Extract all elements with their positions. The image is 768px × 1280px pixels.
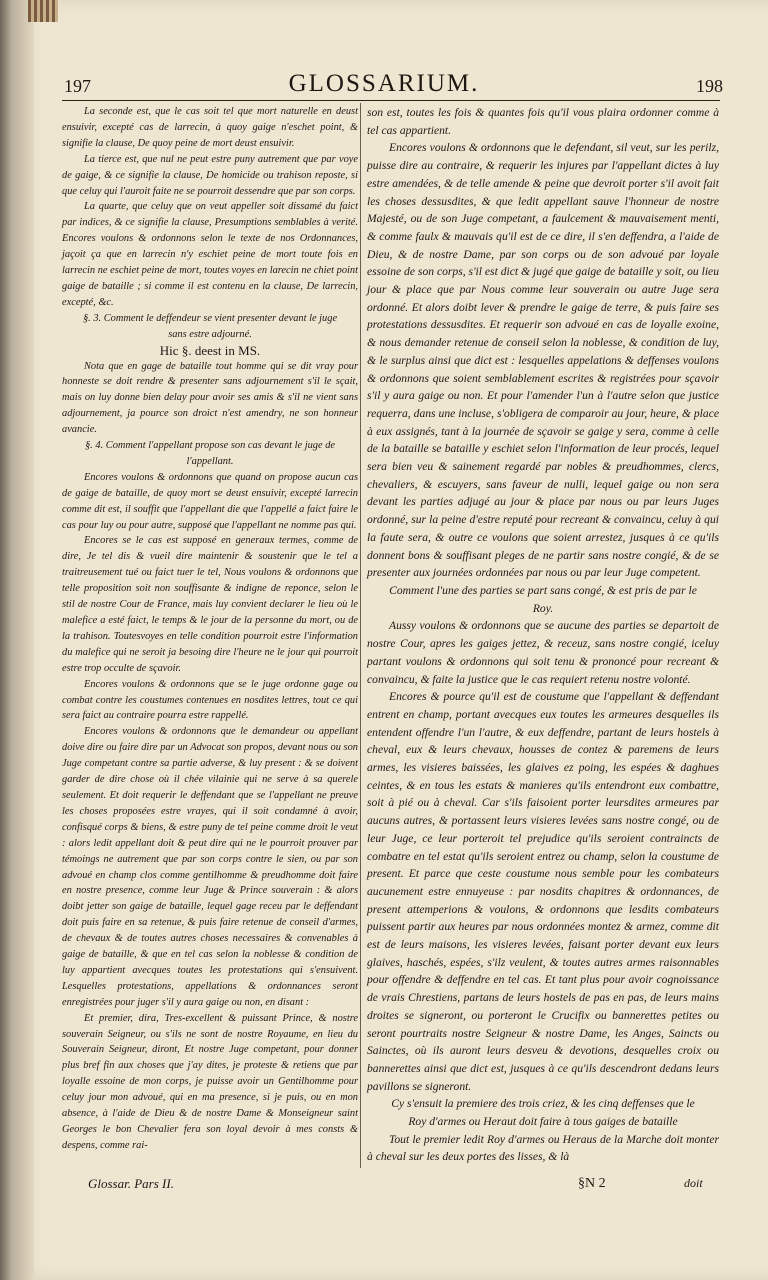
running-header [0, 70, 768, 100]
paragraph: Encores voulons & ordonnons que se le juge ordonne gage ou combat contre les coustumes contenues en nosdites lettres, tout ce qui sera faict au contraire pourra estre rappellé. [62, 678, 358, 722]
paragraph: Encores voulons & ordonnons que quand on propose aucun cas de gaige de bataille, de quoy mort se deust ensuivir, excepté larrecin comme dit est, il souffit que l'appellant die que l'appellé a faict faire le cas pour luy ou pour autre, supposé que l'appellant ne nomme pas qui. [62, 471, 358, 531]
paragraph: Encores & pource qu'il est de coustume que l'appellant & deffendant entrent en champ, portant avecques eux toutes les armeures desquelles ils entendent offendre l'un l'autre, & eux deffendre, partant de leurs hostels à cheval, eux & leurs chevaux, housses de contez & paremens de leurs armes, les visieres baissées, les glaives ez poing, les espées & daghues ceintes, & en tous les estats & manieres qu'ils entendront eux combattre, soit à pié ou à cheval. Car s'ils faisoient porter leursdites armeures par aucuns autres, & portassent leurs visieres levées sans nostre congé, ou de leur Juge, ce leur porteroit tel prejudice qu'ils seroient contraincts de combatre en tel estat qu'ils seroient entrez ou champ, selon la coustume de present. Et parce que ceste coustume nous semble pour les combateurs aucunement estre ennuyeuse : par nosdits chapitres & ordonnances, de present attemperions & voulons, & ordonnons que lesdits combateurs puissent partir aux heures par nous ordonnées montez & armez, comme dit est de leurs maisons, les visieres levées, faisant porter devant eux leurs glaives, haschés, espées, s'ilz veulent, & toutes autres armes raisonnables pour offendre & deffendre en tel cas. Et tant plus pour avoir cognoissance de vrais Chrestiens, partans de leurs hostels de pas en pas, de leurs mains droites se signeront, ou porteront le Crucifix ou bannerettes petites ou seront pourtraits nostre Seigneur & nostre Dame, les Anges, Saincts ou Sainctes, où ils auront leurs desveu & devotions, desquelles croix ou bannerettes ainsi que dict est, jusques à ce qu'ils descendront dedans leurs pavillons se signeront. [367, 690, 719, 1093]
section-heading: Comment l'une des parties se part sans congé, & est pris de par le Roy. [389, 583, 697, 615]
sheet-mark: §N 2 [578, 1176, 606, 1191]
binding-tab [28, 0, 58, 22]
paragraph: son est, toutes les fois & quantes fois qu'il vous plaira ordonner comme à tel cas appartient. [367, 106, 719, 137]
section-note: Hic §. deest in MS. [159, 342, 261, 358]
right-column [367, 104, 719, 1166]
column-divider [360, 103, 361, 1168]
section-heading: §. 3. Comment le deffendeur se vient presenter devant le juge sans estre adjourné. [82, 312, 338, 340]
paragraph: Aussy voulons & ordonnons que se aucune des parties se departoit de nostre Cour, apres les gaiges jettez, & receuz, sans nostre congié, iceluy partant voulons & ordonnons qui soit tenu & prononcé pour recreant & convaincu, & faite la justice que le cas requiert retenu nostre volonté. [367, 619, 719, 686]
catchword: doit [684, 1176, 703, 1190]
left-page-number: 197 [64, 76, 91, 96]
paragraph: Tout le premier ledit Roy d'armes ou Heraus de la Marche doit monter à cheval sur les deux portes des lisses, & là [367, 1132, 719, 1164]
signature-line: Glossar. Pars II. [88, 1176, 174, 1191]
paragraph: Encores voulons & ordonnons que le demandeur ou appellant doive dire ou faire dire par un Advocat son propos, devant nous ou son Juge competant contre sa partie adverse, & luy present : & se doivent garder de dire chose où il chée vilainie qui ne serve à sa querele seulement. Et doit requerir le deffendant que se l'appellant ne preuve les choses proposées estre vrayes, qui il soit condamné à avoir, confisqué corps & biens, & estre puny de tel peine comme droit le veut : alors ledit appellant doit & peut dire qui ne le pourroit prouver par témoings ne autrement que par son corps contre le sien, ou par son advoué en champ clos comme gentilhomme & preudhomme doit faire en nostre presence, comme leur Juge & Prince souverain : & alors doibt jetter son gaige de bataille, lequel gage receu par le deffendant doit puis faire en sa retenue, & puis faire retenue de conseil d'armes, de chevaux & de toutes autres choses necessaires & convenables à gaige de bataille, & que en tel cas selon la noblesse & condition de luy appartient avecques toutes les protestations qui s'ensuivent. Lesquelles protestations, appellations & ordonnances seront enregistrées pour juger s'il y aura gaige ou non, en disant : [62, 726, 358, 1008]
paragraph: Encores voulons & ordonnons que le defendant, sil veut, sur les perilz, puisse dire au contraire, & requerir les injures par l'appellant dictes à luy estre amendées, & de telle amende & peine que devroit porter s'il avoit fait les choses dessusdites, & que ledit appellant sauve l'honneur de nostre Majesté, ou de son Juge competant, a faulcement & mauvaisement menti, & comme faulx & mauvais qu'il est de ce dire, il s'en deffendra, a l'aide de Dieu, & de nostre Dame, par son corps ou de son advoué par loyale essoine de son corps, s'il est dict & jugé que gaige de bataille y soit, ou lieu jour & place que par Nous comme leur souverain ou autre Juge sera ordonné. Et alors doibt lever & prendre le gaige de terre, & puis faire ses protestations dessusdites. Et requerir son advoué en cas de loyalle exoine, & nous demander retenue de conseil selon la noblesse, & condition de luy, & le surplus ainsi que dict est : lesquelles appelations & deffenses voulons & ordonnons que soient semblablement escrites & registrées pour sçavoir s'il y aura gaige ou non. Et pour l'amender l'un à l'autre selon que justice requerra, dans une incluse, s'obligera de comparoir au jour, heure, & place à eux assignés, tant à la journée de sçavoir se gaige y sera, comme à celle de la bataille se bataille y eschiet selon l'information de leur procés, lequel sera bien veu & sainement regardé par nobles & preudhommes, clercs, chevaliers, & escuyers, sans faveur de nulli, lequel gaige ou non sera devant les parties adjugé au jour & place par nous ou par leurs Juges ordonné, sur la peine d'estre reputé pour recreant & convaincu, celuy à qui la faute sera, & outre ce voulons que soient arrestez, jusques à ce qu'ils donnent bons & souffisant pleges de ne partir sans nostre congié, & de se presenter aux journées ordonnées par nous ou par leur Juge competent. [367, 141, 719, 580]
page-title: GLOSSARIUM. [288, 70, 480, 97]
paragraph: Et premier, dira, Tres-excellent & puissant Prince, & nostre souverain Seigneur, ou s'ils ne sont de nostre Royaume, en lieu du Souverain Seigneur, diront, Et nostre Juge competant, pour donner plus bref fin aux choses que j'ay dites, je proteste & retiens que par loyalle essoine de mon corps, je puisse avoir un Gentilhomme pour celuy jour mon advoué, qui en ma presence, si je puis, ou en mon absence, à l'aide de Dieu & de nostre Dame & Monseigneur saint Georges le bon Chevalier fera son loyal devoir à mes consts & despens, comme rai- [62, 1012, 358, 1151]
paragraph: Nota que en gage de bataille tout homme qui se dit vray pour honneste se doit rendre & presenter sans adjournement s'il le sçait, mais on luy donne bien delay pour avoir ses amis & s'il ne vient sans adjournement, ja pource son droict n'est amendry, ne son honneur avancie. [62, 360, 358, 436]
section-heading: Cy s'ensuit la premiere des trois criez, & les cinq deffenses que le Roy d'armes ou Heraut doit faire à tous gaiges de bataille [391, 1097, 695, 1129]
right-page-number: 198 [696, 76, 723, 96]
paragraph: Encores se le cas est supposé en generaux termes, comme de dire, Je tel dis & vueil dire maintenir & soustenir que le tel a traitreusement tué ou faict tuer le tel, Nous voulons & ordonnons que telle proposition soit non souffisante & indigne de reponce, selon le stil de nostre Cour de France, mais luy convient declarer le lieu où le malefice a esté faict, le temps & le jour de la personne du mort, ou de la trahison. Toutesvoyes en telle condition pourroit estre l'information du malefice qui ne seroit ja besoing dire l'heure ne le jour qui pourroit estre trop occulte de sçavoir. [62, 535, 358, 674]
header-rule [62, 100, 720, 101]
paragraph: La quarte, que celuy que on veut appeller soit dissamé du faict par indices, & ce signifie la clause, Presumptions semblables à verité. Encores voulons & ordonnons selon le texte de nos Ordonnances, jaçoit ça que en larrecin n'y eschiet peine de mort toute fois en larrecin ne eschiet peine de mort, toutes voyes en larecin ne chiet point gaige de bataille ; si comme il est contenu en la clause, De larrecin, excepté, &c. [62, 201, 358, 308]
paragraph: La tierce est, que nul ne peut estre puny autrement que par voye de gaige, & ce signifie la clause, De homicide ou trahison reposte, si que celuy qui l'auroit faite ne se pourroit dessendre que par son corps. [62, 153, 358, 197]
paragraph: La seconde est, que le cas soit tel que mort naturelle en deust ensuivir, excepté cas de larrecin, à quoy gaige n'eschet point, & signifie la clause, De quoy peine de mort deust ensuivir. [62, 106, 358, 149]
left-column [62, 104, 358, 1154]
book-binding [0, 0, 34, 1280]
section-heading: §. 4. Comment l'appellant propose son cas devant le juge de l'appellant. [84, 440, 336, 467]
page-footer [0, 1176, 768, 1198]
